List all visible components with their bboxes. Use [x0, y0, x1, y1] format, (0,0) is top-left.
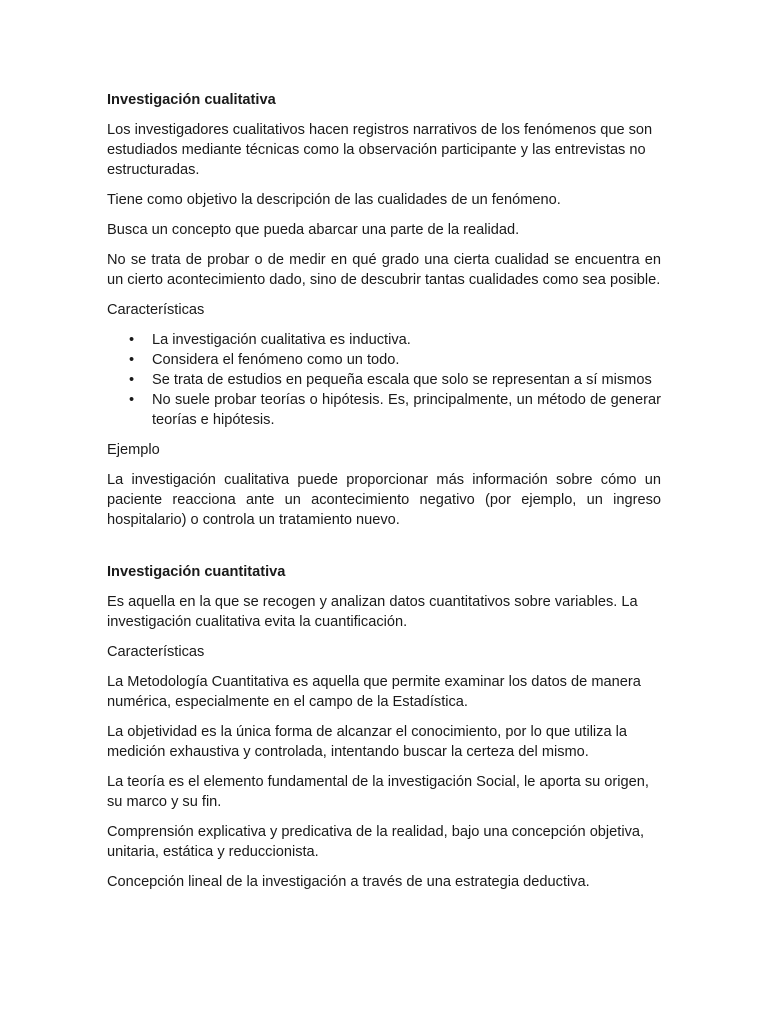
ejemplo-label: Ejemplo — [107, 442, 160, 458]
characteristics-list — [107, 330, 661, 430]
paragraph: La Metodología Cuantitativa es aquella que permite examinar los datos de manera numérica, especialmente en el campo de la Estadística. — [107, 674, 641, 710]
paragraph: Es aquella en la que se recogen y analizan datos cuantitativos sobre variables. La investigación cualitativa evita la cuantificación. — [107, 594, 638, 630]
list-item-text: Se trata de estudios en pequeña escala que solo se representan a sí mismos — [152, 372, 652, 388]
bullet-icon: • — [129, 332, 135, 348]
paragraph: Los investigadores cualitativos hacen registros narrativos de los fenómenos que son estudiados mediante técnicas como la observación participante y las entrevistas no estructuradas. — [107, 122, 653, 178]
bullet-icon: • — [129, 372, 135, 388]
bullet-icon: • — [129, 352, 135, 368]
document-page — [107, 90, 661, 902]
list-item-text: La investigación cualitativa es inductiva. — [152, 332, 411, 348]
list-item — [107, 330, 661, 350]
paragraph: La objetividad es la única forma de alcanzar el conocimiento, por lo que utiliza la medición exhaustiva y controlada, intentando buscar la certeza del mismo. — [107, 724, 628, 760]
paragraph: Tiene como objetivo la descripción de las cualidades de un fenómeno. — [107, 192, 561, 208]
caracteristicas-label: Características — [107, 644, 205, 660]
paragraph: Comprensión explicativa y predicativa de la realidad, bajo una concepción objetiva, unitaria, estática y reduccionista. — [107, 824, 645, 860]
section-heading-cualitativa: Investigación cualitativa — [107, 92, 276, 108]
paragraph: Concepción lineal de la investigación a través de una estrategia deductiva. — [107, 874, 590, 890]
bullet-icon: • — [129, 392, 135, 408]
list-item — [107, 350, 661, 370]
paragraph: Busca un concepto que pueda abarcar una parte de la realidad. — [107, 222, 520, 238]
caracteristicas-label: Características — [107, 302, 205, 318]
paragraph: La teoría es el elemento fundamental de la investigación Social, le aporta su origen, su marco y su fin. — [107, 774, 649, 810]
list-item — [107, 390, 661, 430]
paragraph: No se trata de probar o de medir en qué grado una cierta cualidad se encuentra en un cierto acontecimiento dado, sino de descubrir tantas cualidades como sea posible. — [107, 252, 661, 288]
list-item-text: Considera el fenómeno como un todo. — [152, 352, 400, 368]
list-item-text: No suele probar teorías o hipótesis. Es, principalmente, un método de generar teorías e hipótesis. — [152, 392, 661, 428]
paragraph: La investigación cualitativa puede proporcionar más información sobre cómo un paciente reacciona ante un acontecimiento negativo (por ejemplo, un ingreso hospitalario) o controla un tratamiento nuevo. — [107, 472, 661, 528]
section-heading-cuantitativa: Investigación cuantitativa — [107, 564, 286, 580]
list-item — [107, 370, 661, 390]
section-spacer — [107, 540, 661, 562]
